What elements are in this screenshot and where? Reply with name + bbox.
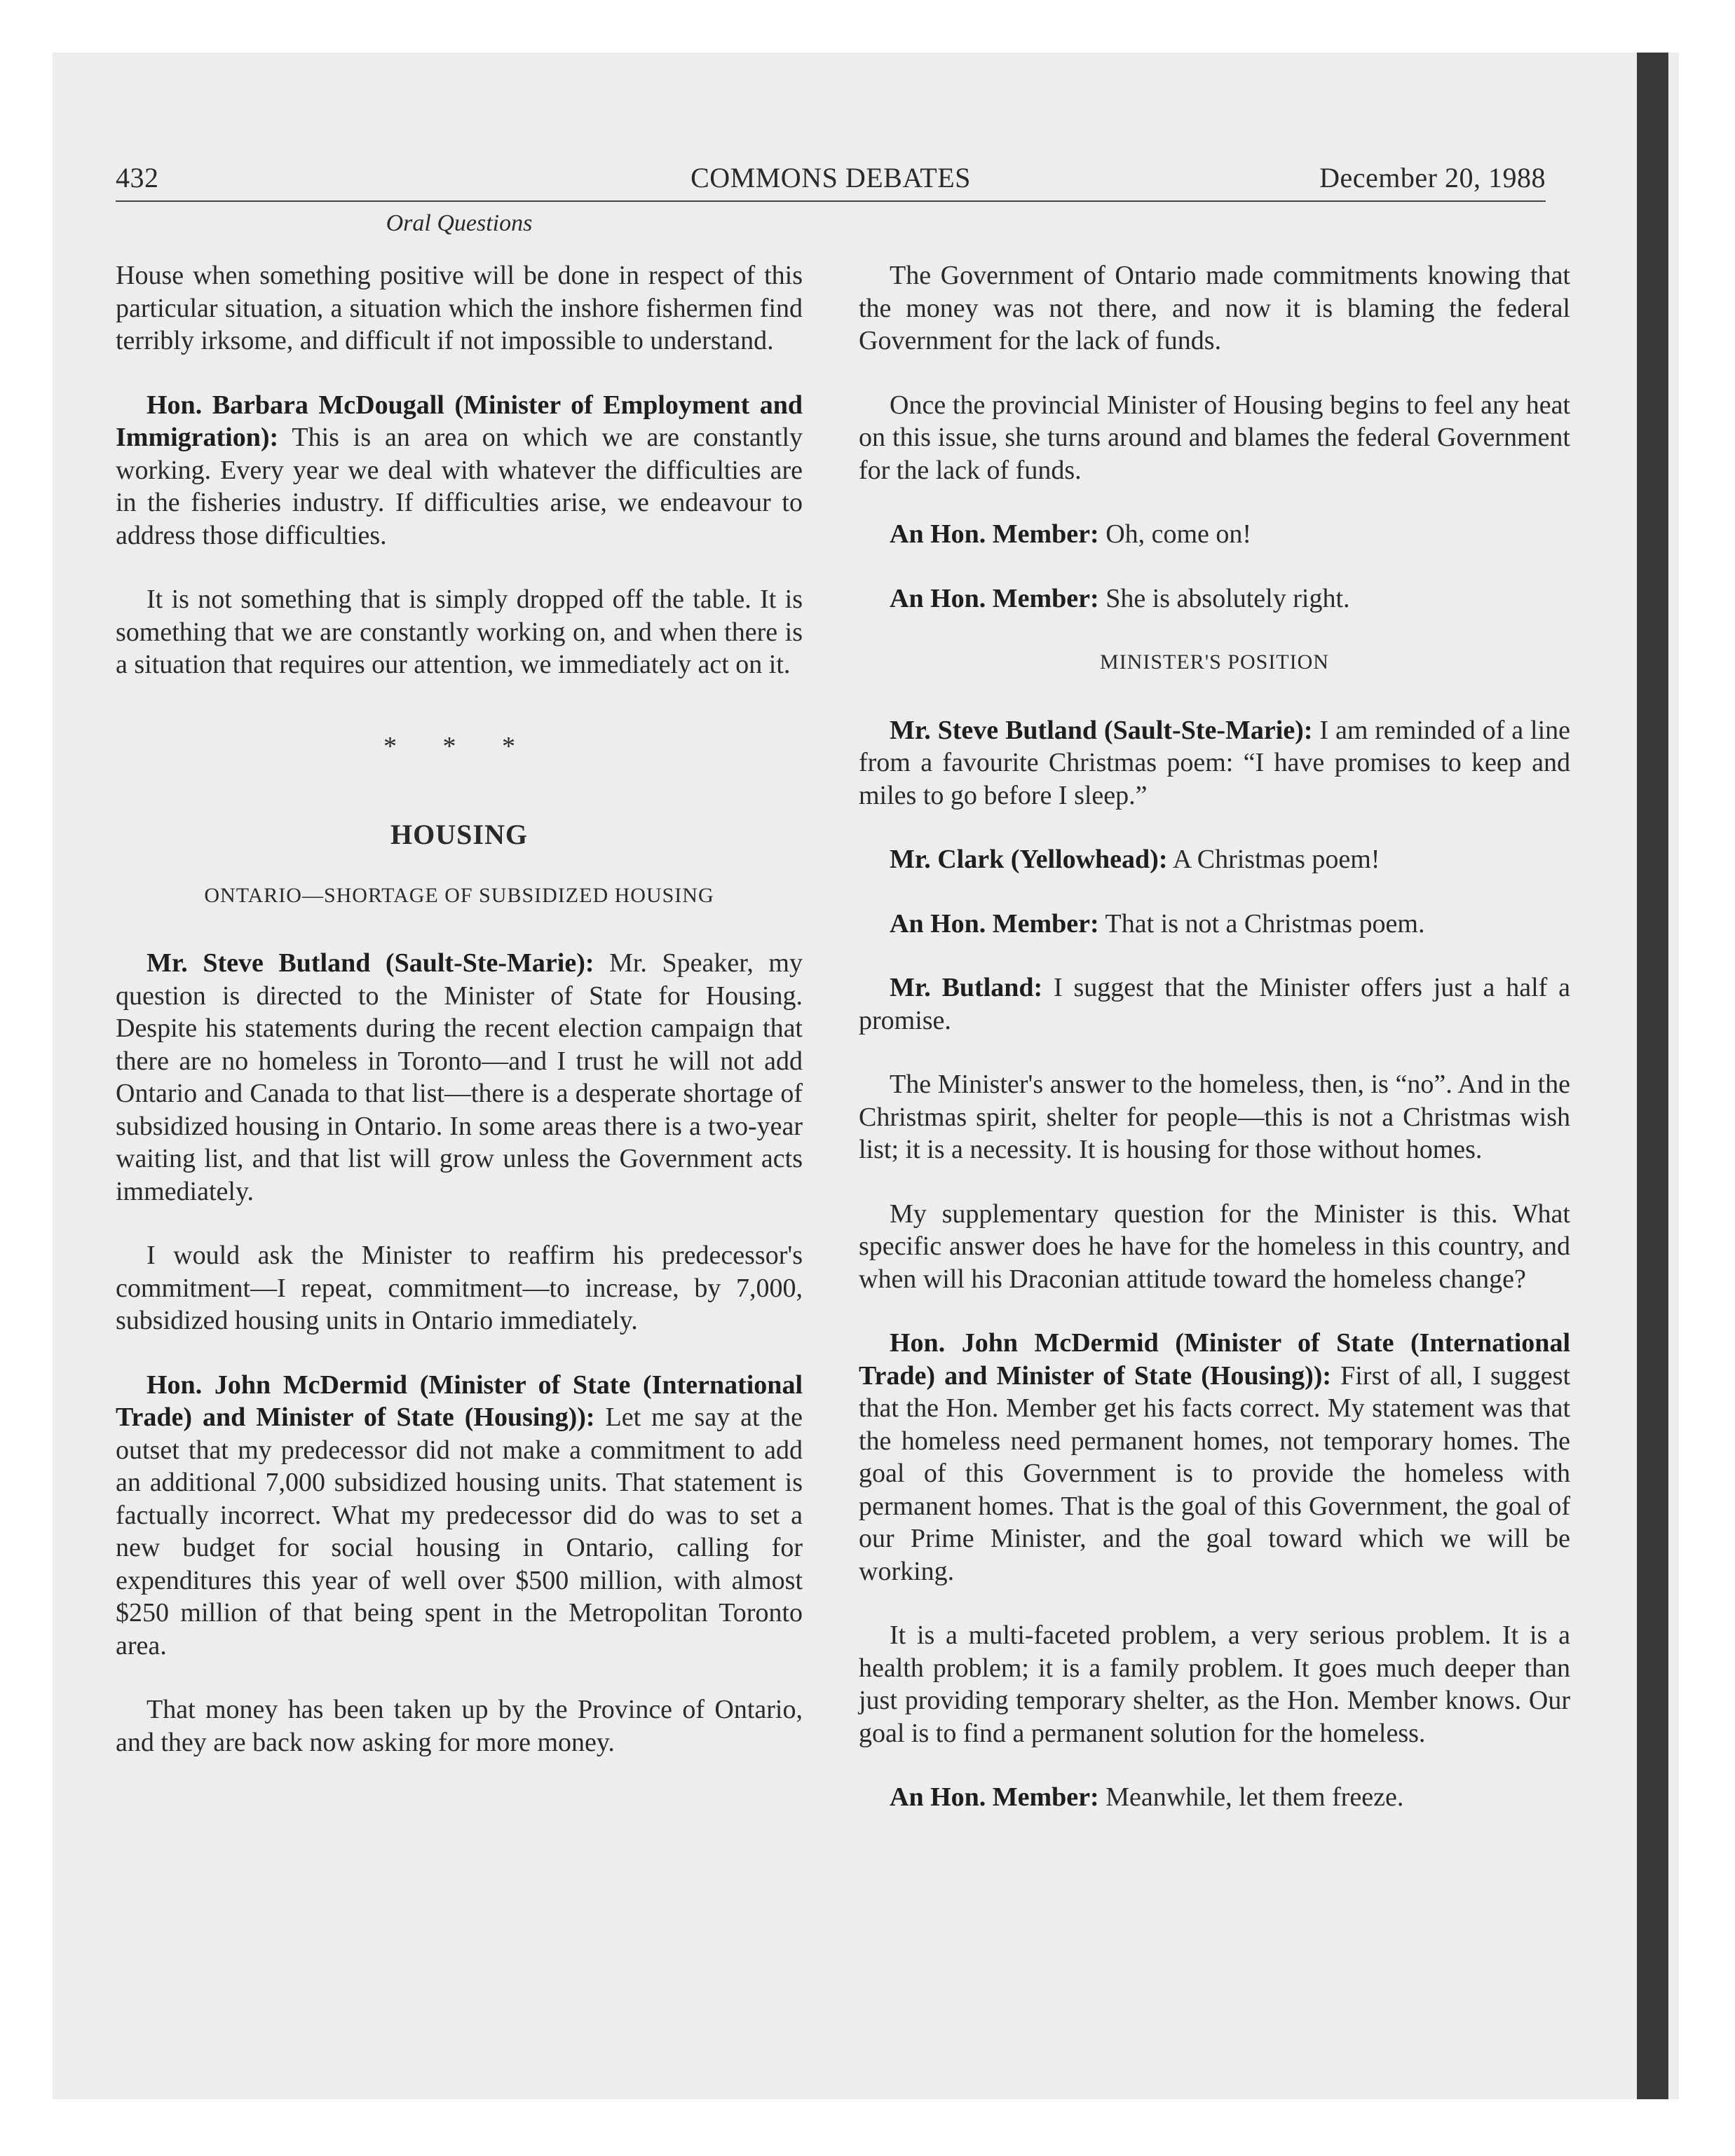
speaker-name: Mr. Steve Butland (Sault-Ste-Marie): xyxy=(890,715,1313,745)
left-column xyxy=(116,259,803,1790)
paragraph: House when something positive will be done in respect of this particular situation, a situation which the inshore fishermen find terribly irksome, and difficult if not impossible to understand. xyxy=(116,261,803,355)
paragraph xyxy=(859,1781,1570,1814)
section-label: Oral Questions xyxy=(386,210,533,236)
speaker-name: An Hon. Member: xyxy=(890,519,1099,549)
paragraph xyxy=(859,582,1570,615)
page-number: 432 xyxy=(116,162,159,193)
speaker-name: An Hon. Member: xyxy=(890,1782,1099,1812)
paragraph xyxy=(859,971,1570,1037)
speech-text: Oh, come on! xyxy=(1098,519,1252,549)
section-heading: HOUSING xyxy=(390,819,528,850)
speech-text: I am reminded of a line from a favourite Christmas poem: “I have promises to keep and miles to go before I sleep.” xyxy=(859,715,1570,810)
page-header xyxy=(116,161,1546,202)
paragraph: Once the provincial Minister of Housing begins to feel any heat on this issue, she turns around and blames the federal Government for the lack of funds. xyxy=(859,390,1570,485)
speaker-name: An Hon. Member: xyxy=(890,583,1099,613)
speaker-name: Hon. Barbara McDougall (Minister of Employment and Immigration): xyxy=(116,390,803,452)
scan-edge-shadow xyxy=(1637,53,1668,2099)
speaker-name: Mr. Clark (Yellowhead): xyxy=(890,845,1168,874)
speech-text: Let me say at the outset that my predecessor did not make a commitment to add an additional 7,000 subsidized housing units. That statement is factually incorrect. What my predecessor did do was to set a new budget for social housing in Ontario, calling for expenditures this year of well over $500 million, with almost $250 million of that being spent in the Metropolitan Toronto area. xyxy=(116,1403,803,1660)
section-divider: * * * xyxy=(383,731,535,761)
speech-text: A Christmas poem! xyxy=(1167,845,1380,874)
speaker-name: Hon. John McDermid (Minister of State (International Trade) and Minister of State (Housing)): xyxy=(859,1328,1570,1391)
paragraph: The Government of Ontario made commitments knowing that the money was not there, and now it is blaming the federal Government for the lack of funds. xyxy=(859,261,1570,355)
speaker-name: Mr. Butland: xyxy=(890,973,1043,1002)
speech-text: This is an area on which we are constantly working. Every year we deal with whatever the difficulties are in the fisheries industry. If difficulties arise, we endeavour to address those difficulties. xyxy=(116,423,803,550)
paragraph xyxy=(116,947,803,1208)
paragraph: It is a multi-faceted problem, a very serious problem. It is a health problem; it is a family problem. It goes much deeper than just providing temporary shelter, as the Hon. Member knows. Our goal is to find a permanent solution for the homeless. xyxy=(859,1621,1570,1748)
speaker-name: An Hon. Member: xyxy=(890,908,1099,939)
subsection-heading: MINISTER'S POSITION xyxy=(1100,650,1329,674)
right-column xyxy=(859,259,1570,1845)
speech-text: Mr. Speaker, my question is directed to the Minister of State for Housing. Despite his statements during the recent election campaign that there are no homeless in Toronto—and I trust he will not add Ontario and Canada to that list—there is a desperate shortage of subsidized housing in Ontario. In some areas there is a two-year waiting list, and that list will grow unless the Government acts immediately. xyxy=(116,948,803,1206)
paragraph: The Minister's answer to the homeless, then, is “no”. And in the Christmas spirit, shelter for people—this is not a Christmas wish list; it is a necessity. It is housing for those without homes. xyxy=(859,1070,1570,1164)
paragraph xyxy=(859,843,1570,876)
subsection-heading: ONTARIO—SHORTAGE OF SUBSIDIZED HOUSING xyxy=(204,883,714,907)
speech-text: Meanwhile, let them freeze. xyxy=(1098,1782,1404,1812)
paragraph xyxy=(859,908,1570,941)
page-date: December 20, 1988 xyxy=(1319,162,1546,193)
paragraph: I would ask the Minister to reaffirm his predecessor's commitment—I repeat, commitment—to increase, by 7,000, subsidized housing units in Ontario immediately. xyxy=(116,1241,803,1335)
speech-text: She is absolutely right. xyxy=(1098,583,1350,613)
speaker-name: Hon. John McDermid (Minister of State (International Trade) and Minister of State (Housing)): xyxy=(116,1370,803,1432)
paragraph xyxy=(859,1327,1570,1588)
paragraph: It is not something that is simply dropped off the table. It is something that we are constantly working on, and when there is a situation that requires our attention, we immediately act on it. xyxy=(116,585,803,679)
paragraph xyxy=(116,1369,803,1663)
speech-text: That is not a Christmas poem. xyxy=(1098,908,1425,939)
speech-text: I suggest that the Minister offers just a half a promise. xyxy=(859,973,1571,1035)
speaker-name: Mr. Steve Butland (Sault-Ste-Marie): xyxy=(147,948,594,978)
speech-text: First of all, I suggest that the Hon. Member get his facts correct. My statement was that the homeless need permanent homes, not temporary homes. The goal of this Government is to provide the homeless with permanent homes. That is the goal of this Government, the goal of our Prime Minister, and the goal toward which we will be working. xyxy=(859,1360,1570,1586)
paragraph xyxy=(116,389,803,552)
paragraph xyxy=(859,518,1570,551)
publication-title: COMMONS DEBATES xyxy=(690,162,971,193)
paragraph: My supplementary question for the Minister is this. What specific answer does he have for the homeless in this country, and when will his Draconian attitude toward the homeless change? xyxy=(859,1199,1570,1294)
paragraph xyxy=(859,714,1570,812)
paragraph: That money has been taken up by the Province of Ontario, and they are back now asking for more money. xyxy=(116,1695,803,1757)
